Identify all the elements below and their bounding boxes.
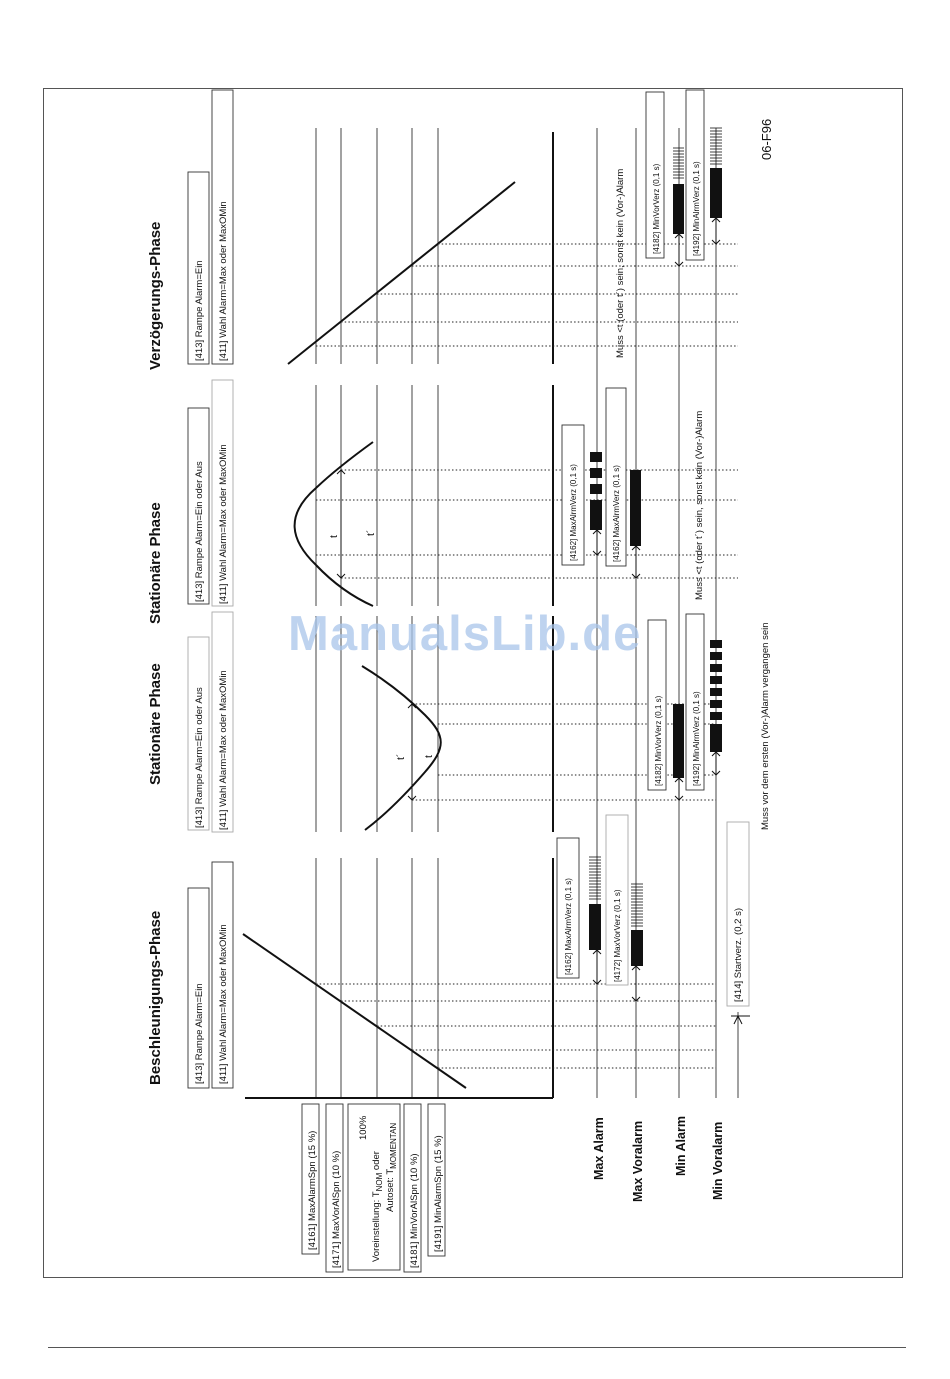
- level-labels: [302, 1104, 445, 1272]
- note-phase-2: Muss vor dem ersten (Vor-)Alarm vergangen sein: [760, 622, 771, 830]
- t-mark-3: t: [328, 535, 340, 538]
- max-alrm-verz-label-3: [4162] MaxAlrmVerz (0,1 s): [569, 464, 578, 561]
- max-alarm-label: Max Alarm: [592, 1117, 606, 1180]
- phase-4-params: [188, 90, 233, 364]
- t-mark-2: t: [423, 755, 435, 758]
- min-vor-verz-label-4: [4182] MinVorVerz (0,1 s): [652, 163, 661, 254]
- min-alarm-spn-label: [4191] MinAlarmSpn (15 %): [433, 1135, 444, 1252]
- watermark: ManualsLib.de: [288, 607, 642, 661]
- max-alrm-verz-label-1: [4162] MaxAlrmVerz (0,1 s): [564, 878, 573, 975]
- phase-1-rampe: [413] Rampe Alarm=Ein: [194, 983, 205, 1084]
- start-verz-label: [414] Startverz. (0,2 s): [733, 908, 744, 1002]
- phase-1-curve: [243, 934, 716, 1088]
- max-voralarm-label: Max Voralarm: [631, 1120, 645, 1202]
- phase-3-wahl: [411] Wahl Alarm=Max oder MaxOMin: [218, 444, 229, 604]
- t-prime-mark-3: t´: [365, 529, 377, 536]
- phase-1-delays: [557, 815, 750, 1024]
- phase-4-rampe: [413] Rampe Alarm=Ein: [194, 260, 205, 361]
- autoset-label: Autoset: $T_{MOMENTAN}$: [385, 1122, 398, 1212]
- phase-2-rampe: [413] Rampe Alarm=Ein oder Aus: [194, 687, 205, 828]
- phase-3-delays: [562, 388, 705, 600]
- min-vor-verz-label-2: [4182] MinVorVerz (0,1 s): [654, 695, 663, 786]
- max-alrm-verz-label-3b: [4162] MaxAlrmVerz (0,1 s): [612, 465, 621, 562]
- max-vor-verz-label-1: [4172] MaxVorVerz (0,1 s): [613, 889, 622, 982]
- min-vor-spn-label: [4181] MinVorAlSpn (10 %): [409, 1153, 420, 1268]
- phase-2-params: [188, 612, 233, 832]
- min-alarm-label: Min Alarm: [674, 1116, 688, 1176]
- phase-4-title: Verzögerungs-Phase: [147, 221, 164, 370]
- voreinstellung-label: Voreinstellung: $T_{NOM}$ oder: [371, 1151, 384, 1262]
- phase-1-wahl: [411] Wahl Alarm=Max oder MaxOMin: [218, 924, 229, 1084]
- max-alarm-spn-label: [4161] MaxAlarmSpn (15 %): [307, 1130, 318, 1250]
- max-vor-spn-label: [4171] MaxVorAlSpn (10 %): [331, 1150, 342, 1268]
- phase-2-wahl: [411] Wahl Alarm=Max oder MaxOMin: [218, 670, 229, 830]
- phase-1-title: Beschleunigungs-Phase: [147, 910, 164, 1085]
- ref-100-label: 100%: [358, 1115, 369, 1140]
- phase-2-delays: [648, 614, 771, 830]
- phase-3-title: Stationäre Phase: [147, 502, 164, 624]
- min-voralarm-label: Min Voralarm: [711, 1121, 725, 1200]
- phase-4-wahl: [411] Wahl Alarm=Max oder MaxOMin: [218, 201, 229, 361]
- phase-2-title: Stationäre Phase: [147, 663, 164, 785]
- note-phase-4: Muss <t (oder t´) sein, sonst kein (Vor-)Alarm: [615, 168, 626, 358]
- phase-4-delays: [615, 90, 722, 358]
- note-phase-3: Muss <t (oder t´) sein, sonst kein (Vor-)Alarm: [694, 410, 705, 600]
- phase-3-curve: [295, 442, 738, 606]
- phase-3-rampe: [413] Rampe Alarm=Ein oder Aus: [194, 461, 205, 602]
- t-prime-mark-2: t´: [395, 753, 407, 760]
- figure-id: 06-F96: [759, 118, 774, 160]
- min-alrm-verz-label-2: [4192] MinAlrmVerz (0,1 s): [692, 691, 701, 786]
- min-alrm-verz-label-4: [4192] MinAlrmVerz (0,1 s): [692, 161, 701, 256]
- phase-4-curve: [288, 182, 738, 364]
- phase-3-params: [188, 380, 233, 606]
- phase-1-params: [188, 862, 233, 1088]
